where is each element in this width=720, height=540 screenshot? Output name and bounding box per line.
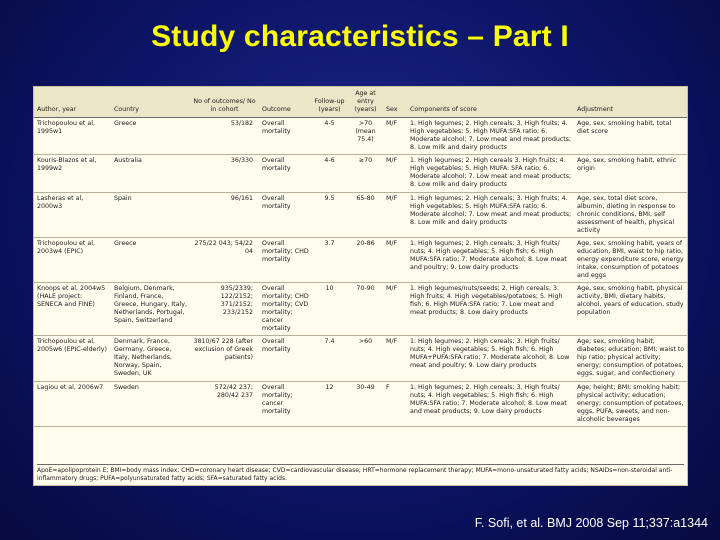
cell-country: Denmark, France, Germany, Greece, Italy, Netherlands, Norway, Spain, Sweden, UK xyxy=(111,336,189,381)
cell-country: Greece xyxy=(111,118,189,155)
cell-followup: 9.5 xyxy=(311,192,347,237)
cell-outcomes: 572/42 237; 280/42 237 xyxy=(189,381,259,426)
cell-age: 20-86 xyxy=(347,237,383,282)
cell-outcome: Overall mortality; CHD mortality xyxy=(259,237,311,282)
header-country: Country xyxy=(111,87,189,118)
cell-age: >70 (mean 75.4) xyxy=(347,118,383,155)
cell-followup: 12 xyxy=(311,381,347,426)
cell-author: Trichopoulou et al, 2005w6 (EPIC-elderly) xyxy=(34,336,111,381)
table-row xyxy=(34,282,687,335)
cell-components: 1. High legumes; 2. High cereals 3. High fruits; 4. High vegetables; 5. High MUFA: SFA ratio; 6. Moderate alcohol; 7. Low meat and meat products; 8. Low milk and dairy products xyxy=(407,155,574,192)
cell-sex: F xyxy=(383,381,407,426)
cell-outcomes: 53/182 xyxy=(189,118,259,155)
cell-author: Lagiou et al, 2006w7 xyxy=(34,381,111,426)
cell-outcomes: 275/22 043; 54/22 04 xyxy=(189,237,259,282)
cell-adjustment: Age, sex, smoking habit, ethnic origin xyxy=(574,155,687,192)
cell-country: Belgium, Denmark, Finland, France, Greece, Hungary, Italy, Netherlands, Portugal, Spain, Switzerland xyxy=(111,282,189,335)
cell-country: Australia xyxy=(111,155,189,192)
cell-sex: M/F xyxy=(383,237,407,282)
cell-outcome: Overall mortality; cancer mortality xyxy=(259,381,311,426)
study-table-image xyxy=(33,86,688,486)
table-row xyxy=(34,237,687,282)
cell-followup: 4-5 xyxy=(311,118,347,155)
cell-components: 1. High legumes; 2. High cereals; 3. High fruits; 4. High vegetables; 5. High MUFA:SFA ratio; 6. Moderate alcohol; 7. Low meat and meat products; 8. Low milk and dairy products xyxy=(407,118,574,155)
cell-author: Kouris-Blazos et al, 1999w2 xyxy=(34,155,111,192)
cell-outcome: Overall mortality xyxy=(259,155,311,192)
cell-country: Sweden xyxy=(111,381,189,426)
table-header-row xyxy=(34,87,687,118)
cell-outcomes: 3810/67 228 (after exclusion of Greek patients) xyxy=(189,336,259,381)
cell-outcome: Overall mortality xyxy=(259,192,311,237)
cell-sex: M/F xyxy=(383,155,407,192)
table-row xyxy=(34,192,687,237)
header-author: Author, year xyxy=(34,87,111,118)
cell-author: Lasheras et al, 2000w3 xyxy=(34,192,111,237)
cell-age: 65-80 xyxy=(347,192,383,237)
header-followup: Follow-up (years) xyxy=(311,87,347,118)
cell-sex: M/F xyxy=(383,282,407,335)
cell-author: Trichopoulou et al, 1995w1 xyxy=(34,118,111,155)
cell-sex: M/F xyxy=(383,336,407,381)
cell-followup: 7.4 xyxy=(311,336,347,381)
header-age: Age at entry (years) xyxy=(347,87,383,118)
cell-age: ≥70 xyxy=(347,155,383,192)
cell-adjustment: Age, sex, smoking habit, total diet score xyxy=(574,118,687,155)
cell-country: Greece xyxy=(111,237,189,282)
cell-outcome: Overall mortality xyxy=(259,118,311,155)
cell-components: 1. High legumes/nuts/seeds; 2. High cereals; 3. High fruits; 4. High vegetables/potatoes; 5. High fish; 6. High MUFA:SFA ratio; 7. Low meat and meat products; 8. Low dairy products xyxy=(407,282,574,335)
cell-components: 1. High legumes; 2. High cereals; 3. High fruits/ nuts; 4. High vegetables; 5. High fish; 6. High MUFA+PUFA:SFA ratio; 7. Moderate alcohol; 8. Low meat and poultry; 9. Low dairy products xyxy=(407,336,574,381)
table-footnote: ApoE=apolipoprotein E; BMI=body mass index; CHD=coronary heart disease; CVD=cardiovascular disease; HRT=hormone replacement therapy; MUFA=mono-unsaturated fatty acids; NSAIDs=non-steroidal anti-inflammatory drugs; PUFA=polyunsaturated fatty acids; SFA=saturated fatty acids. xyxy=(37,464,684,483)
cell-author: Knoops et al, 2004w5 (HALE project: SENECA and FINE) xyxy=(34,282,111,335)
cell-components: 1. High legumes; 2. High cereals; 3. High fruits/ nuts; 4. High vegetables; 5. High fish; 6. High MUFA:SFA ratio; 7. Moderate alcohol; 8. Low meat and meat products; 9. Low dairy products xyxy=(407,381,574,426)
cell-author: Trichopoulou et al, 2003w4 (EPIC) xyxy=(34,237,111,282)
cell-followup: 4-6 xyxy=(311,155,347,192)
cell-age: 70-90 xyxy=(347,282,383,335)
cell-adjustment: Age; sex, smoking habit; diabetes; education; BMI; waist to hip ratio; physical activity; energy; consumption of potatoes, eggs, sugar, and confectionery xyxy=(574,336,687,381)
header-components: Components of score xyxy=(407,87,574,118)
cell-followup: 10 xyxy=(311,282,347,335)
header-outcome: Outcome xyxy=(259,87,311,118)
header-adjustment: Adjustment xyxy=(574,87,687,118)
cell-adjustment: Age, sex, total diet score, albumin, dieting in response to chronic conditions, BMI, self assessment of health, physical activity xyxy=(574,192,687,237)
cell-adjustment: Age; height; BMI; smoking habit; physical activity; education; energy; consumption of potatoes, eggs, PUFA, sweets, and non-alcoholic beverages xyxy=(574,381,687,426)
cell-adjustment: Age, sex, smoking habit, physical activity, BMI, dietary habits, alcohol, years of education, study population xyxy=(574,282,687,335)
citation: F. Sofi, et al. BMJ 2008 Sep 11;337:a1344 xyxy=(474,516,708,530)
cell-age: >60 xyxy=(347,336,383,381)
table-row xyxy=(34,381,687,426)
study-characteristics-table xyxy=(34,87,687,427)
cell-adjustment: Age, sex, smoking habit, years of education, BMI, waist to hip ratio, energy expenditure score, energy intake, consumption of potatoes and eggs xyxy=(574,237,687,282)
cell-components: 1. High legumes; 2. High cereals; 3. High fruits/ nuts; 4. High vegetables; 5. High fish; 6. High MUFA:SFA ratio; 7. Moderate alcohol; 8. Low meat and poultry; 9. Low dairy products xyxy=(407,237,574,282)
table-row xyxy=(34,336,687,381)
cell-outcomes: 935/2339; 122/2152; 371/2152; 233/2152 xyxy=(189,282,259,335)
cell-sex: M/F xyxy=(383,118,407,155)
cell-age: 30-49 xyxy=(347,381,383,426)
table-row xyxy=(34,118,687,155)
header-sex: Sex xyxy=(383,87,407,118)
cell-followup: 3.7 xyxy=(311,237,347,282)
cell-components: 1. High legumes; 2. High cereals; 3. High fruits; 4. High vegetables; 5. High MUFA:SFA ratio; 6. Moderate alcohol; 7. Low meat and meat products; 8. Low milk and dairy products xyxy=(407,192,574,237)
cell-outcome: Overall mortality xyxy=(259,336,311,381)
table-row xyxy=(34,155,687,192)
header-outcomes: No of outcomes/ No in cohort xyxy=(189,87,259,118)
cell-sex: M/F xyxy=(383,192,407,237)
cell-outcomes: 36/330 xyxy=(189,155,259,192)
cell-country: Spain xyxy=(111,192,189,237)
cell-outcome: Overall mortality; CHD mortality; CVD mortality; cancer mortality xyxy=(259,282,311,335)
slide-title: Study characteristics – Part I xyxy=(151,20,569,53)
cell-outcomes: 96/161 xyxy=(189,192,259,237)
